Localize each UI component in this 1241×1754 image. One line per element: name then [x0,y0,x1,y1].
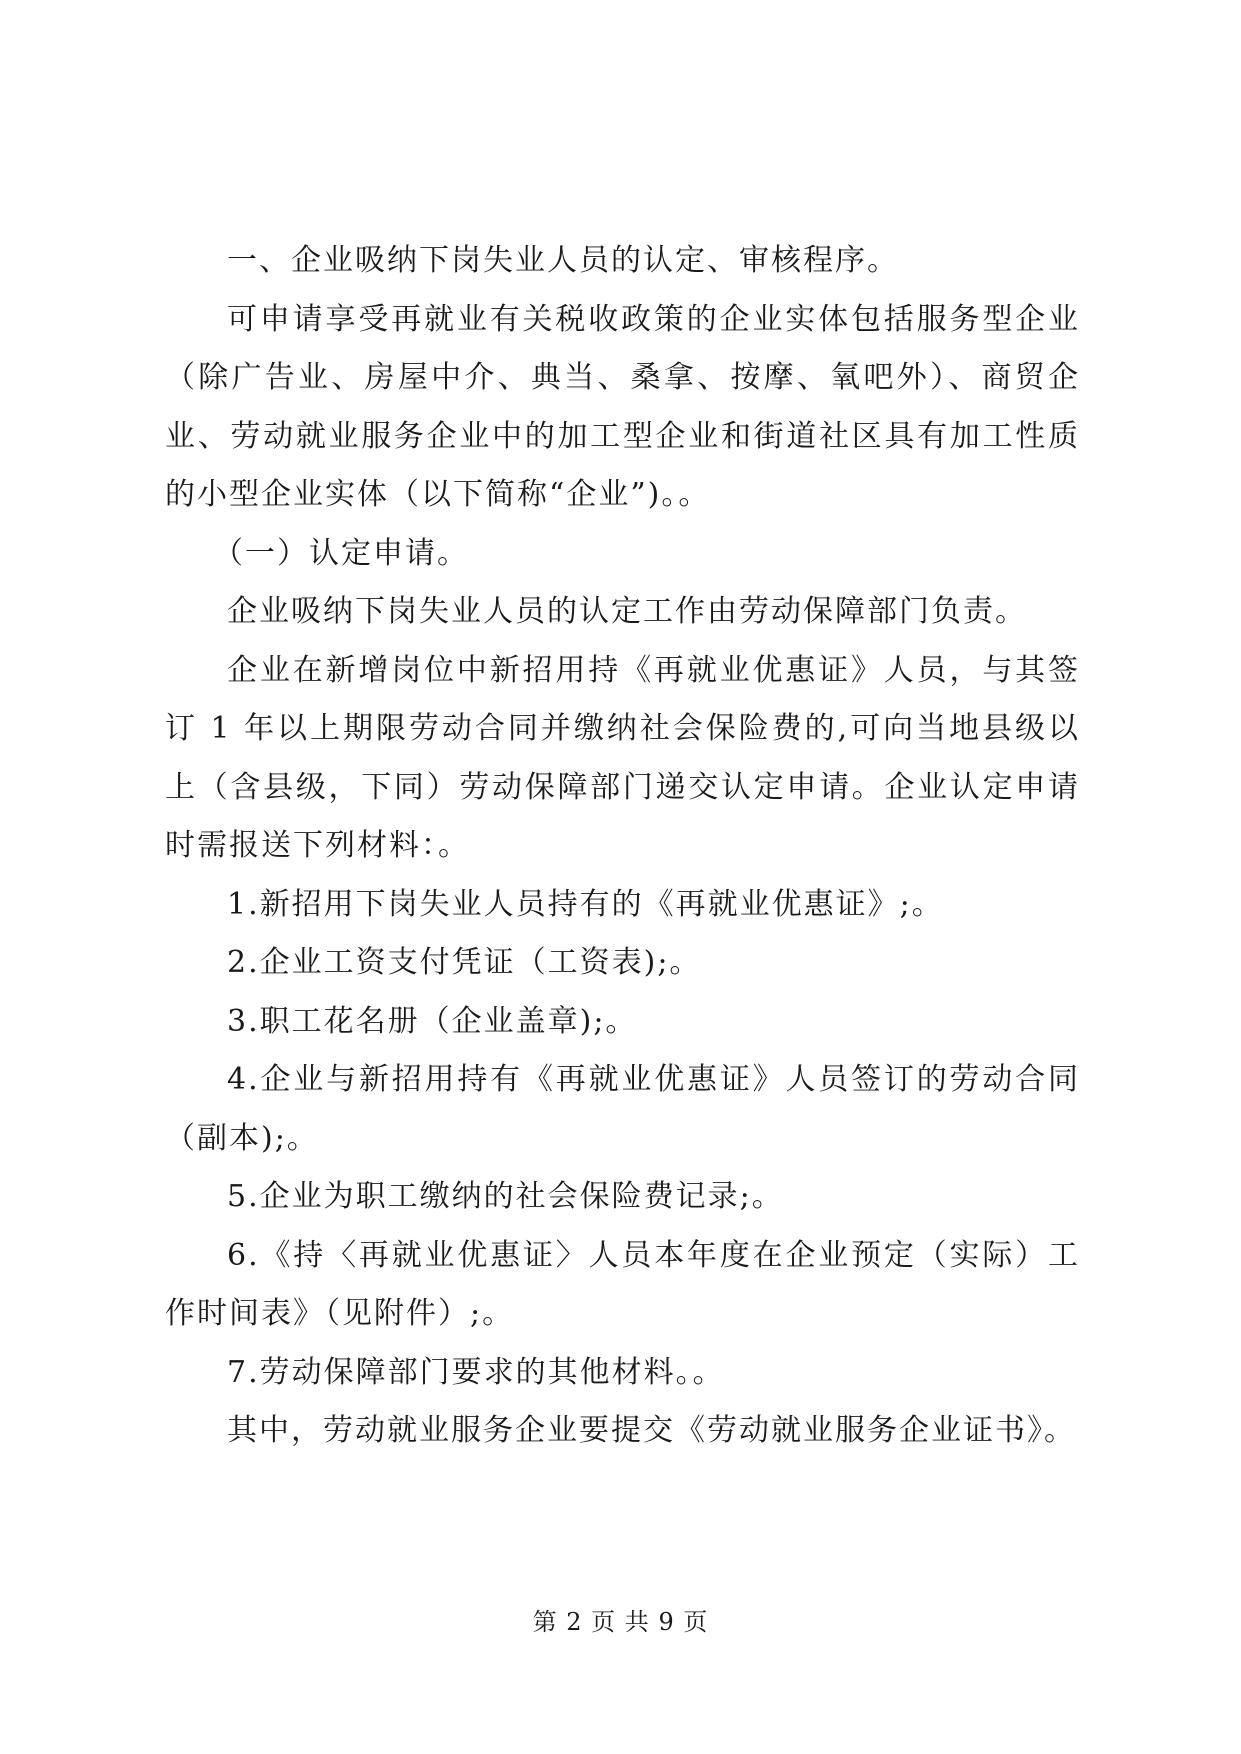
list-item: 1.新招用下岗失业人员持有的《再就业优惠证》;。 [227,886,944,922]
paragraph-scope: 可申请享受再就业有关税收政策的企业实体包括服务型企业（除广告业、房屋中介、典当、桑拿、按摩、氧吧外）、商贸企业、劳动就业服务企业中的加工型企业和街道社区具有加工性质的小型企业实体（以下简称“企业”)。。 [165,301,1080,512]
list-item: 2.企业工资支付凭证（工资表);。 [227,945,702,980]
subsection-heading: （一）认定申请。 [213,535,469,571]
list-item: 6.《持〈再就业优惠证〉人员本年度在企业预定（实际）工作时间表》（见附件）;。 [165,1237,1080,1331]
list-item: 4.企业与新招用持有《再就业优惠证》人员签订的劳动合同（副本);。 [165,1062,1080,1156]
document-body [165,232,1080,1461]
section-heading: 一、企业吸纳下岗失业人员的认定、审核程序。 [227,243,899,278]
list-item: 5.企业为职工缴纳的社会保险费记录;。 [227,1179,784,1214]
paragraph-responsibility: 企业吸纳下岗失业人员的认定工作由劳动保障部门负责。 [227,594,1027,629]
page-number-footer: 第 2 页 共 9 页 [532,1608,709,1636]
list-item: 3.职工花名册（企业盖章);。 [227,1003,638,1039]
list-item: 7.劳动保障部门要求的其他材料。。 [227,1354,725,1390]
paragraph-application: 企业在新增岗位中新招用持《再就业优惠证》人员，与其签订 1 年以上期限劳动合同并缴纳社会保险费的,可向当地县级以上（含县级，下同）劳动保障部门递交认定申请。企业认定申请时需报送下列材料：。 [165,652,1080,863]
paragraph-note: 其中，劳动就业服务企业要提交《劳动就业服务企业证书》。 [227,1413,1076,1448]
